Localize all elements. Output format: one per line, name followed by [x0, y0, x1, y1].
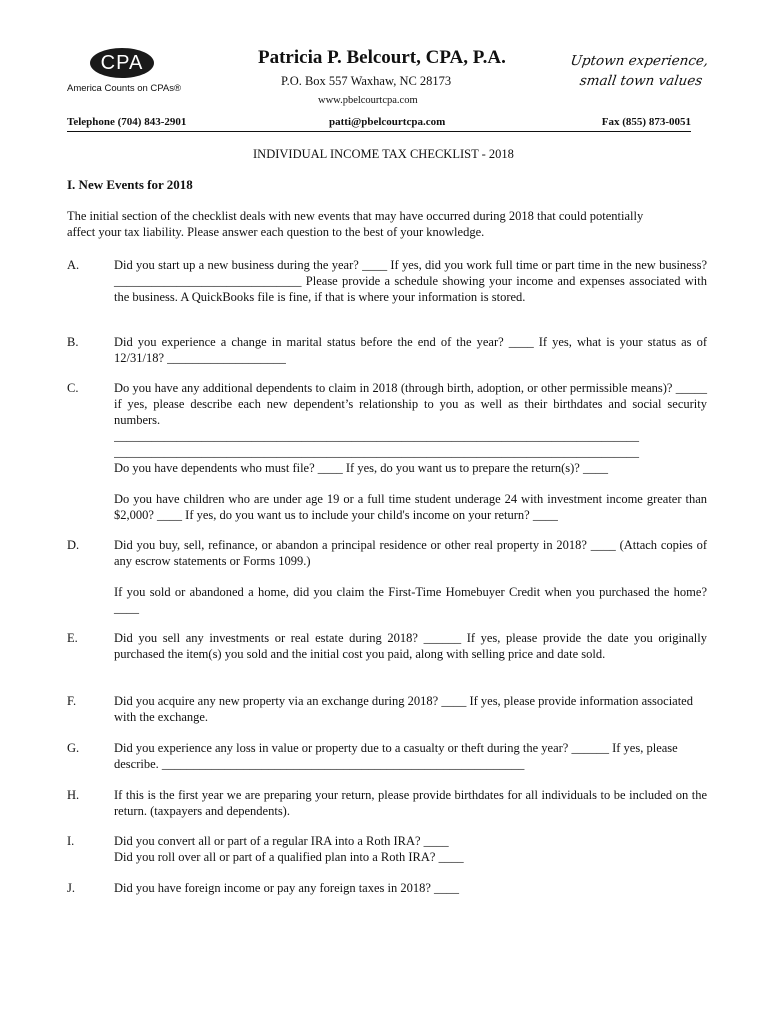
telephone: Telephone (704) 843-2901 — [67, 116, 187, 128]
cpa-logo-text: CPA — [100, 51, 144, 74]
question-text: Did you have foreign income or pay any foreign taxes in 2018? ____ — [114, 881, 460, 895]
question-letter: I. — [67, 834, 75, 848]
question-letter: G. — [67, 741, 80, 755]
question-text: Did you acquire any new property via an exchange during 2018? ____ If yes, please provide information associated with the exchange. — [114, 694, 693, 724]
question-letter: B. — [67, 335, 79, 349]
question-text: Did you sell any investments or real estate during 2018? ______ If yes, please provide the date you originally purchased the item(s) you sold and the initial cost you paid, along with selling price and date sold. — [114, 631, 707, 661]
question-text: Do you have children who are under age 19 or a full time student underage 24 with investment income greater than $2,000? ____ If yes, do you want us to include your child's income on your return? ____ — [114, 492, 707, 522]
firm-address: P.O. Box 557 Waxhaw, NC 28173 — [281, 74, 452, 88]
question-letter: A. — [67, 258, 80, 272]
question-text: If you sold or abandoned a home, did you claim the First-Time Homebuyer Credit when you purchased the home? ____ — [114, 585, 707, 615]
email[interactable]: patti@pbelcourtcpa.com — [329, 116, 446, 128]
slogan-line-2: small town values — [578, 73, 704, 89]
question-text: Do you have dependents who must file? ____ If yes, do you want us to prepare the return(s)? ____ — [114, 461, 608, 475]
header-divider — [67, 131, 691, 132]
question-text: Did you roll over all or part of a qualified plan into a Roth IRA? ____ — [114, 850, 464, 864]
slogan — [566, 51, 709, 91]
firm-name: Patricia P. Belcourt, CPA, P.A. — [258, 47, 506, 68]
answer-blank-line[interactable]: ____________________________________________________________________________________ — [114, 429, 639, 443]
firm-website[interactable]: www.pbelcourtcpa.com — [318, 95, 418, 106]
cpa-logo — [90, 48, 154, 78]
document-title: INDIVIDUAL INCOME TAX CHECKLIST - 2018 — [253, 147, 514, 161]
question-text: Did you experience a change in marital status before the end of the year? ____ If yes, what is your status as of 12/31/18? ___________________ — [114, 335, 707, 365]
question-letter: C. — [67, 381, 79, 395]
question-text: Did you experience any loss in value or property due to a casualty or theft during the year? ______ If yes, please describe. __________________________________________________________ — [114, 741, 678, 771]
question-text: Did you start up a new business during the year? ____ If yes, did you work full time or part time in the new business? ______________________________ Please provide a schedule showing your income and expenses associated with the business. A QuickBooks file is fine, if that is where your information is stored. — [114, 258, 707, 304]
question-letter: J. — [67, 881, 75, 895]
question-text: Did you buy, sell, refinance, or abandon a principal residence or other real property in 2018? ____ (Attach copies of any escrow statements or Forms 1099.) — [114, 538, 707, 568]
question-letter: E. — [67, 631, 78, 645]
question-letter: D. — [67, 538, 80, 552]
question-letter: F. — [67, 694, 77, 708]
question-letter: H. — [67, 788, 80, 802]
slogan-line-1: Uptown experience, — [569, 53, 710, 69]
logo-tagline: America Counts on CPAs® — [67, 83, 182, 94]
intro-paragraph: The initial section of the checklist deals with new events that may have occurred during 2018 that could potentially affect your tax liability. Please answer each question to the best of your knowledge. — [67, 209, 644, 239]
section-heading: I. New Events for 2018 — [67, 177, 193, 192]
question-text: If this is the first year we are preparing your return, please provide birthdates for all individuals to be included on the return. (taxpayers and dependents). — [114, 788, 707, 818]
fax: Fax (855) 873-0051 — [601, 116, 691, 128]
answer-blank-line[interactable]: ____________________________________________________________________________________ — [114, 445, 639, 459]
question-text: Did you convert all or part of a regular IRA into a Roth IRA? ____ — [114, 834, 449, 848]
question-text: Do you have any additional dependents to claim in 2018 (through birth, adoption, or other permissible means)? _____ if yes, please describe each new dependent’s relationship to you as well as their birthdates and social security numbers. — [114, 381, 707, 427]
